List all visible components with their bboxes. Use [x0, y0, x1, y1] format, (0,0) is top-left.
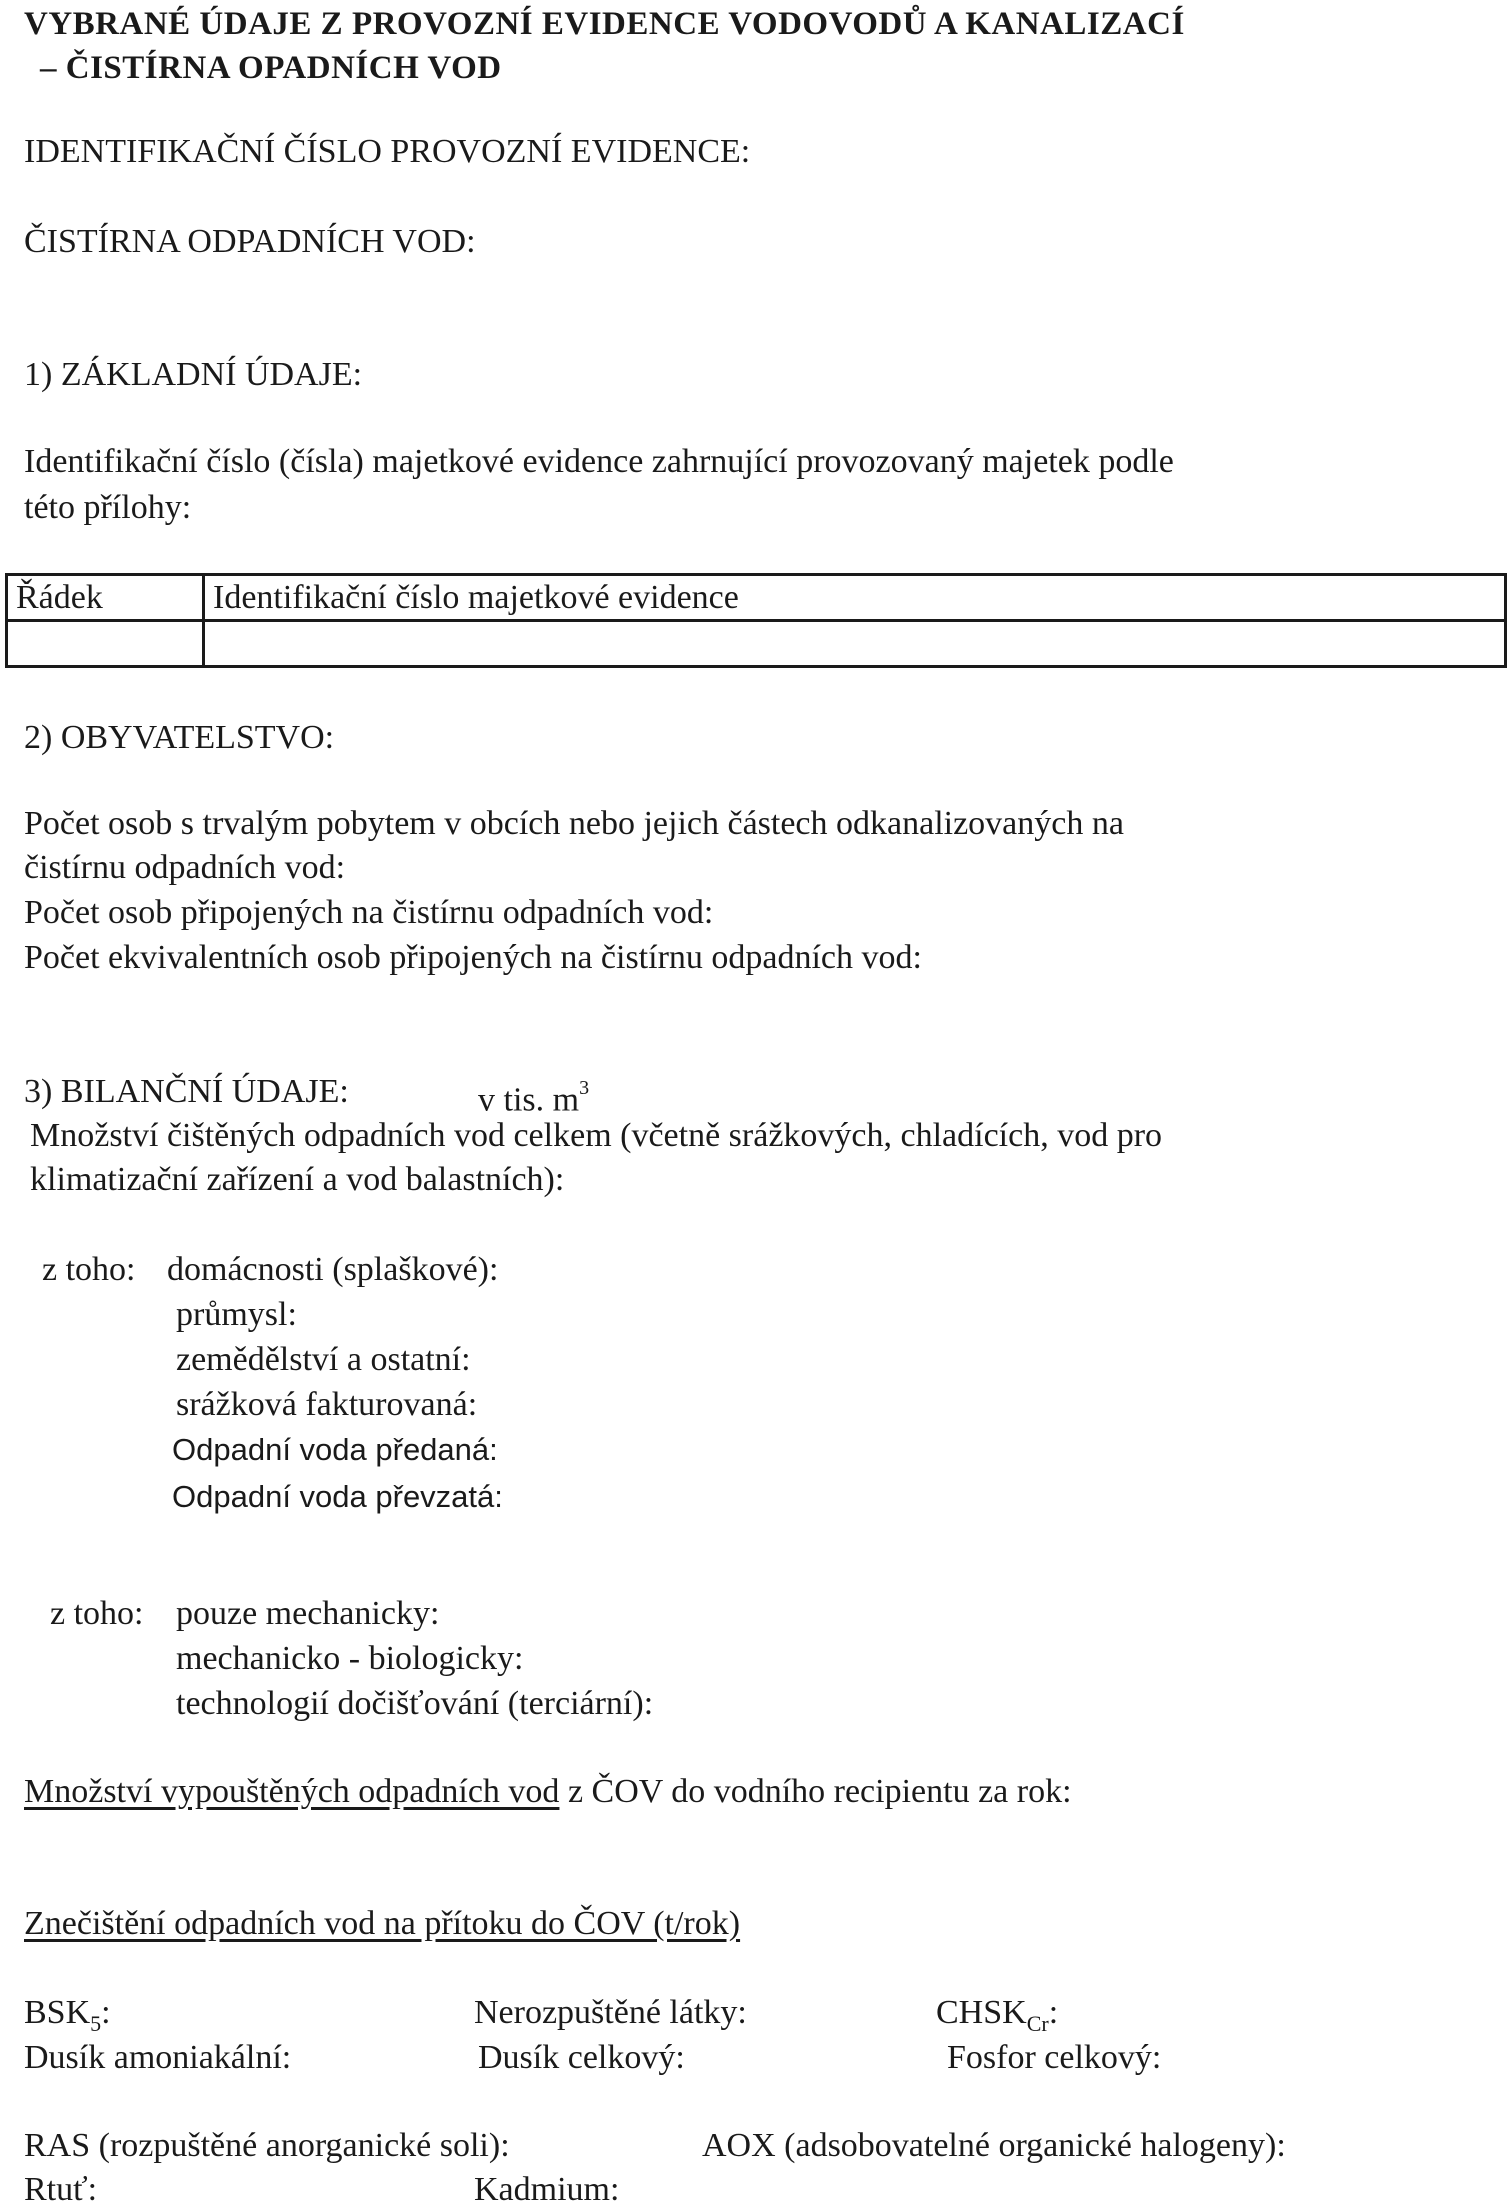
total-phosphorus-label: Fosfor celkový:	[947, 2039, 1162, 2076]
document-title-line1: VYBRANÉ ÚDAJE Z PROVOZNÍ EVIDENCE VODOVODŮ A KANALIZACÍ	[24, 6, 1185, 42]
chsk-subscript: Cr	[1026, 2010, 1049, 2036]
total-nitrogen-label: Dusík celkový:	[478, 2039, 685, 2076]
section1-text-line1: Identifikační číslo (čísla) majetkové evidence zahrnující provozovaný majetek podle	[24, 443, 1174, 480]
section2-heading: 2) OBYVATELSTVO:	[24, 719, 335, 756]
table-header-row	[7, 575, 1506, 621]
section2-line1: Počet osob s trvalým pobytem v obcích nebo jejich částech odkanalizovaných na	[24, 805, 1124, 842]
table-row	[7, 621, 1506, 667]
total-water-line1: Množství čištěných odpadních vod celkem (včetně srážkových, chladících, vod pro	[30, 1117, 1163, 1154]
id-number-label: IDENTIFIKAČNÍ ČÍSLO PROVOZNÍ EVIDENCE:	[24, 133, 751, 170]
bsk-main: BSK	[24, 1994, 91, 2031]
item-mechanical-only: pouze mechanicky:	[176, 1595, 440, 1632]
section2-line3: Počet osob připojených na čistírnu odpadních vod:	[24, 894, 714, 931]
discharge-rest: z ČOV do vodního recipientu za rok:	[559, 1773, 1072, 1810]
suspended-solids-label: Nerozpuštěné látky:	[474, 1994, 747, 2031]
mercury-label: Rtuť:	[24, 2171, 98, 2208]
asset-id-table	[5, 573, 1507, 668]
bsk-subscript: 5	[90, 2010, 102, 2036]
section1-heading: 1) ZÁKLADNÍ ÚDAJE:	[24, 356, 363, 393]
chsk-main: CHSK	[936, 1994, 1027, 2031]
section1-text-line2: této přílohy:	[24, 489, 192, 526]
ras-label: RAS (rozpuštěné anorganické soli):	[24, 2127, 510, 2164]
chsk-cr-label: $CHSK_{Cr}$:	[936, 1994, 1059, 2036]
discharge-line	[24, 1772, 1072, 1812]
total-water-line2: klimatizační zařízení a vod balastních):	[30, 1161, 565, 1198]
of-which-label-1: z toho:	[42, 1251, 136, 1288]
ammonia-nitrogen-label: Dusík amoniakální:	[24, 2039, 292, 2076]
unit-label	[478, 1072, 589, 1120]
item-water-taken-over: Odpadní voda převzatá:	[172, 1479, 503, 1514]
section2-line4: Počet ekvivalentních osob připojených na čistírnu odpadních vod:	[24, 939, 922, 976]
section3-heading: 3) BILANČNÍ ÚDAJE:	[24, 1073, 349, 1110]
table-cell-row-number	[7, 621, 204, 667]
table-header-row-number: Řádek	[7, 575, 204, 621]
item-water-handed-over: Odpadní voda předaná:	[172, 1432, 498, 1467]
aox-label: AOX (adsobovatelné organické halogeny):	[702, 2127, 1286, 2164]
item-households: domácnosti (splaškové):	[167, 1251, 499, 1288]
cadmium-label: Kadmium:	[474, 2171, 620, 2208]
unit-exponent: 3	[579, 1077, 590, 1099]
of-which-label-2: z toho:	[50, 1595, 144, 1632]
document-title-line2: – ČISTÍRNA OPADNÍCH VOD	[40, 50, 502, 86]
bsk5-label: $BSK_5$:	[24, 1994, 111, 2036]
item-agriculture: zemědělství a ostatní:	[176, 1341, 471, 1378]
plant-label: ČISTÍRNA ODPADNÍCH VOD:	[24, 223, 476, 260]
table-header-asset-id: Identifikační číslo majetkové evidence	[204, 575, 1506, 621]
item-industry: průmysl:	[176, 1296, 297, 1333]
item-stormwater-billed: srážková fakturovaná:	[176, 1386, 478, 1423]
discharge-underlined: Množství vypouštěných odpadních vod	[24, 1773, 560, 1810]
item-mechanical-biological: mechanicko - biologicky:	[176, 1640, 524, 1677]
item-tertiary-treatment: technologií dočišťování (terciární):	[176, 1685, 654, 1722]
pollution-heading: Znečištění odpadních vod na přítoku do ČOV (t/rok)	[24, 1905, 741, 1942]
table-cell-asset-id	[204, 621, 1506, 667]
unit-text: v tis. m	[478, 1081, 580, 1119]
section2-line2: čistírnu odpadních vod:	[24, 849, 346, 886]
